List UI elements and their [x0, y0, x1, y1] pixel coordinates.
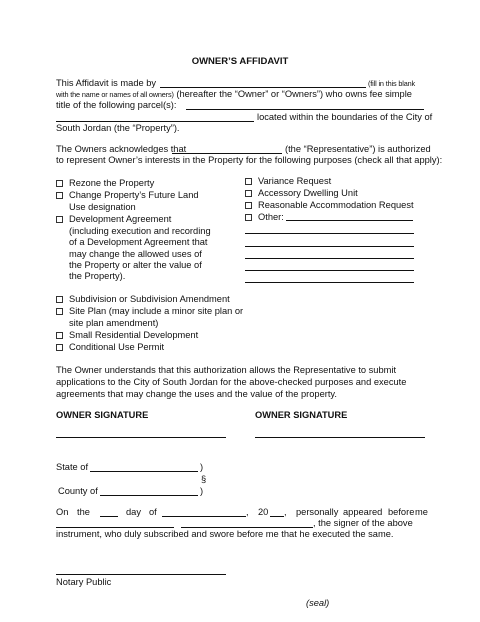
word-on: On: [56, 507, 69, 517]
paren-bottom: ): [200, 486, 204, 496]
word-me: me: [415, 507, 428, 517]
option-site-plan[interactable]: Site Plan (may include a minor site plan or: [56, 306, 243, 316]
word-the: the: [77, 507, 90, 517]
seal-label: (seal): [306, 598, 330, 608]
signer-name-blank[interactable]: [181, 527, 313, 528]
comma: ,: [246, 507, 249, 517]
option-reasonable-accommodation[interactable]: Reasonable Accommodation Request: [245, 200, 414, 210]
checkbox[interactable]: [56, 216, 63, 223]
other-line[interactable]: [245, 258, 414, 259]
signer-text: , the signer of the above: [313, 518, 413, 528]
page-title: OWNER’S AFFIDAVIT: [191, 56, 289, 67]
checkbox[interactable]: [56, 332, 63, 339]
option-text: (including execution and recording: [69, 226, 211, 236]
word-day: day: [126, 507, 141, 517]
checkbox[interactable]: [245, 190, 252, 197]
state-blank[interactable]: [90, 471, 198, 472]
other-line[interactable]: [245, 233, 414, 234]
checkbox[interactable]: [56, 296, 63, 303]
option-text: of a Development Agreement that: [69, 237, 208, 247]
intro-located: located within the boundaries of the City of: [257, 112, 433, 122]
option-variance[interactable]: Variance Request: [245, 176, 331, 186]
understands-line: agreements that may change the uses and the value of the property.: [56, 389, 337, 399]
section-symbol: §: [201, 474, 207, 484]
ack-part-1: The Owners acknowledges that: [56, 144, 187, 154]
parcel-blank-1[interactable]: [186, 109, 424, 110]
option-text: site plan amendment): [69, 318, 159, 328]
notary-signature-line[interactable]: [56, 574, 226, 575]
fill-note: (fill in this blank: [368, 79, 416, 88]
owner-signature-line[interactable]: [255, 437, 425, 438]
option-small-residential[interactable]: Small Residential Development: [56, 330, 198, 340]
intro-line-2-rest: (hereafter the “Owner” or “Owners”) who owns fee simple: [176, 89, 412, 99]
intro-made-by: This Affidavit is made by: [56, 78, 157, 88]
other-line[interactable]: [245, 246, 414, 247]
checkbox[interactable]: [56, 344, 63, 351]
ack-part-2: (the “Representative”) is authorized: [285, 144, 431, 154]
owner-name-blank[interactable]: [160, 87, 366, 88]
option-text: the Property or alter the value of: [69, 260, 202, 270]
year-comma: ,: [284, 507, 287, 517]
understands-line: The Owner understands that this authorization allows the Representative to submit: [56, 365, 397, 375]
word-appeared: appeared: [343, 507, 383, 517]
year-prefix: 20: [258, 507, 269, 517]
owner-signature-label: OWNER SIGNATURE: [56, 410, 149, 420]
option-subdivision[interactable]: Subdivision or Subdivision Amendment: [56, 294, 230, 304]
option-text: may change the allowed uses of: [69, 249, 202, 259]
option-development-agreement[interactable]: Development Agreement: [56, 214, 171, 224]
option-text: Use designation: [69, 202, 136, 212]
intro-line-2: [56, 89, 412, 99]
paren-top: ): [200, 462, 204, 472]
day-blank[interactable]: [100, 516, 118, 517]
other-blank[interactable]: [286, 220, 413, 221]
notary-line-3: instrument, who duly subscribed and swore before me that he executed the same.: [56, 529, 394, 539]
county-of-label: County of: [58, 486, 98, 496]
owners-note: with the name or names of all owners): [56, 90, 174, 99]
owner-signature-line[interactable]: [56, 437, 226, 438]
month-blank[interactable]: [162, 516, 246, 517]
representative-blank[interactable]: [172, 153, 282, 154]
state-of-label: State of: [56, 462, 89, 472]
understands-line: applications to the City of South Jordan for the above-checked purposes and execute: [56, 377, 407, 387]
county-blank[interactable]: [100, 495, 198, 496]
option-adu[interactable]: Accessory Dwelling Unit: [245, 188, 358, 198]
intro-property: South Jordan (the “Property”).: [56, 123, 180, 133]
owner-signature-label: OWNER SIGNATURE: [255, 410, 348, 420]
checkbox[interactable]: [245, 214, 252, 221]
option-text: the Property).: [69, 271, 126, 281]
option-future-land-use[interactable]: Change Property’s Future Land: [56, 190, 199, 200]
word-before: before: [388, 507, 415, 517]
checkbox[interactable]: [245, 202, 252, 209]
checkbox[interactable]: [56, 180, 63, 187]
other-line[interactable]: [245, 270, 414, 271]
word-personally: personally: [296, 507, 339, 517]
checkbox[interactable]: [56, 192, 63, 199]
word-of: of: [149, 507, 157, 517]
option-rezone[interactable]: Rezone the Property: [56, 178, 154, 188]
notary-public-label: Notary Public: [56, 577, 112, 587]
option-other[interactable]: Other:: [245, 212, 284, 222]
year-blank[interactable]: [270, 516, 284, 517]
parcel-blank-2[interactable]: [56, 121, 254, 122]
ack-line-2: to represent Owner’s interests in the Property for the following purposes (check all that apply):: [56, 155, 443, 165]
other-line[interactable]: [245, 282, 414, 283]
intro-line-3: title of the following parcel(s):: [56, 100, 177, 110]
date-blank[interactable]: [56, 527, 174, 528]
checkbox[interactable]: [245, 178, 252, 185]
checkbox[interactable]: [56, 308, 63, 315]
option-conditional-use[interactable]: Conditional Use Permit: [56, 342, 164, 352]
